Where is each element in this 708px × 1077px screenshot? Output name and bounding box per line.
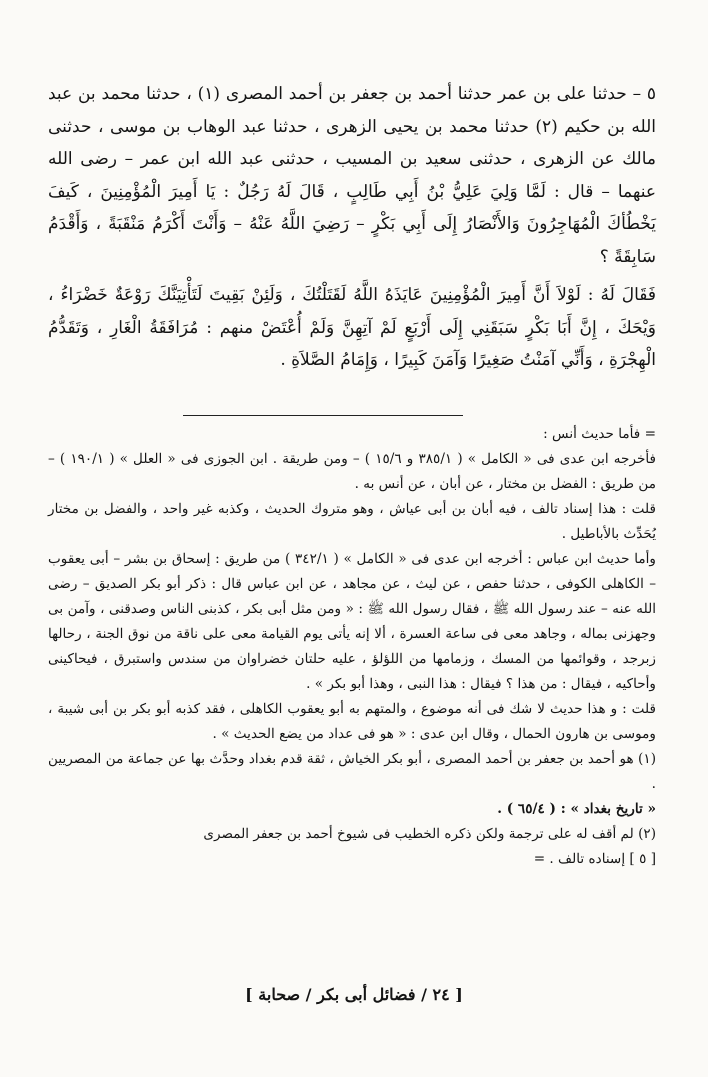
main-text [48, 78, 656, 377]
footnote-anas-heading: = فأما حديث أنس : [543, 425, 656, 442]
footnote-ibn-abbas-comment: قلت : و هذا حديث لا شك فى أنه موضوع ، والمتهم به أبو يعقوب الكاهلى ، فقد كذبه أبو بكر بن أبى شيبة ، وموسى بن هارون الحمال ، وقال ابن عدى : « هو فى عداد من يضع الحديث » . [48, 700, 656, 742]
footnote-2: (٢) لم أقف له على ترجمة ولكن ذكره الخطيب فى شيوخ أحمد بن جعفر المصرى [203, 825, 656, 842]
footnote-anas-comment: قلت : هذا إسناد تالف ، فيه أبان بن أبى عياش ، وهو متروك الحديث ، وكذبه غير واحد ، والفضل بن مختار يُحَدِّث بالأباطيل . [48, 500, 656, 542]
footnote-1-reference: « تاريخ بغداد » : ( ٦٥/٤ ) . [497, 800, 656, 817]
page-footer: [ ٢٤ / فضائل أبى بكر / صحابة ] [245, 985, 463, 1004]
footnote-anas-takhrij: فأخرجه ابن عدى فى « الكامل » ( ٣٨٥/١ و ١٥/٦ ) – ومن طريقة . ابن الجوزى فى « العلل » ( ١٩٠/١ ) – من طريق : الفضل بن مختار ، عن أبان ، عن أنس به . [48, 450, 656, 492]
hadith-paragraph-2: فَقَالَ لَهُ : لَوْلاَ أَنَّ أَمِيرَ الْمُؤْمِنِينَ عَايَذَهُ اللَّهُ لَقَتَلْتُكَ ، وَلَئِنْ بَقِيتَ لَتَأْتِيَنَّكَ رَوْعَةٌ خَضْرَاءُ ، وَيْحَكَ ، إِنَّ أَبَا بَكْرٍ سَبَقَنِي إِلَى أَرْبَعٍ لَمْ آتِهِنَّ وَلَمْ أُعْتَضْ منهم : مُرَافَقَةُ الْغَارِ ، وَتَقَدُّمُ الْهِجْرَةِ ، وَأَنِّي آمَنْتُ صَغِيرًا وَآمَنَ كَبِيرًا ، وَإِمَامُ الصَّلاَةِ . [48, 285, 657, 370]
footnote-divider [183, 415, 463, 416]
hadith-paragraph-1: ٥ – حدثنا على بن عمر حدثنا أحمد بن جعفر بن أحمد المصرى (١) ، حدثنا محمد بن عبد الله بن حكيم (٢) حدثنا محمد بن يحيى الزهرى ، حدثنا عبد الوهاب بن موسى ، حدثنى مالك عن الزهرى ، حدثنى سعيد بن المسيب ، حدثنى عبد الله ابن عمر – رضى الله عنهما – قال : لَمَّا وَلِيَ عَلِيُّ بْنُ أَبِي طَالِبٍ ، قَالَ لَهُ رَجُلٌ : يَا أَمِيرَ الْمُؤْمِنِينَ ، كَيفَ يَخْطُأكَ الْمُهَاجِرُونَ وَالأَنْصَارُ إِلَى أَبِي بَكْرٍ – رَضِيَ اللَّهُ عَنْهُ – وَأَنْتَ أَكْرَمُ مَنْقَبَةً ، وَأَقْدَمُ سَابِقَةً ؟ [48, 84, 657, 267]
footnote-ibn-abbas: وأما حديث ابن عباس : أخرجه ابن عدى فى « الكامل » ( ٣٤٢/١ ) من طريق : إسحاق بن بشر – أبى يعقوب – الكاهلى الكوفى ، حدثنا حفص ، عن ليث ، عن مجاهد ، عن ابن عباس قال : ذكر أبو بكر الصديق – رضى الله عنه – عند رسول الله ﷺ ، فقال رسول الله ﷺ : « ومن مثل أبى بكر ، كذبنى الناس وصدقنى ، وآمن بى وجهزنى بماله ، وجاهد معى فى ساعة العسرة ، ألا إنه يأتى يوم القيامة معى على ناقة من نوق الجنة ، رحالها زبرجد ، وقوائمها من المسك ، وزمامها من اللؤلؤ ، عليه حلتان خضراوان من سندس واستبرق ، فيحاكينى وأحاكيه ، فيقال : من هذا ؟ فيقال : هذا النبى ، وهذا أبو بكر » . [48, 550, 656, 692]
footnote-1: (١) هو أحمد بن جعفر بن أحمد المصرى ، أبو بكر الخياش ، ثقة قدم بغداد وحدَّث بها عن جماعة من المصريين . [48, 750, 656, 792]
footnotes [48, 422, 656, 872]
footnote-divider-wrap [48, 415, 656, 416]
footnote-isnad-grade: [ ٥ ] إسناده تالف . = [533, 850, 656, 867]
